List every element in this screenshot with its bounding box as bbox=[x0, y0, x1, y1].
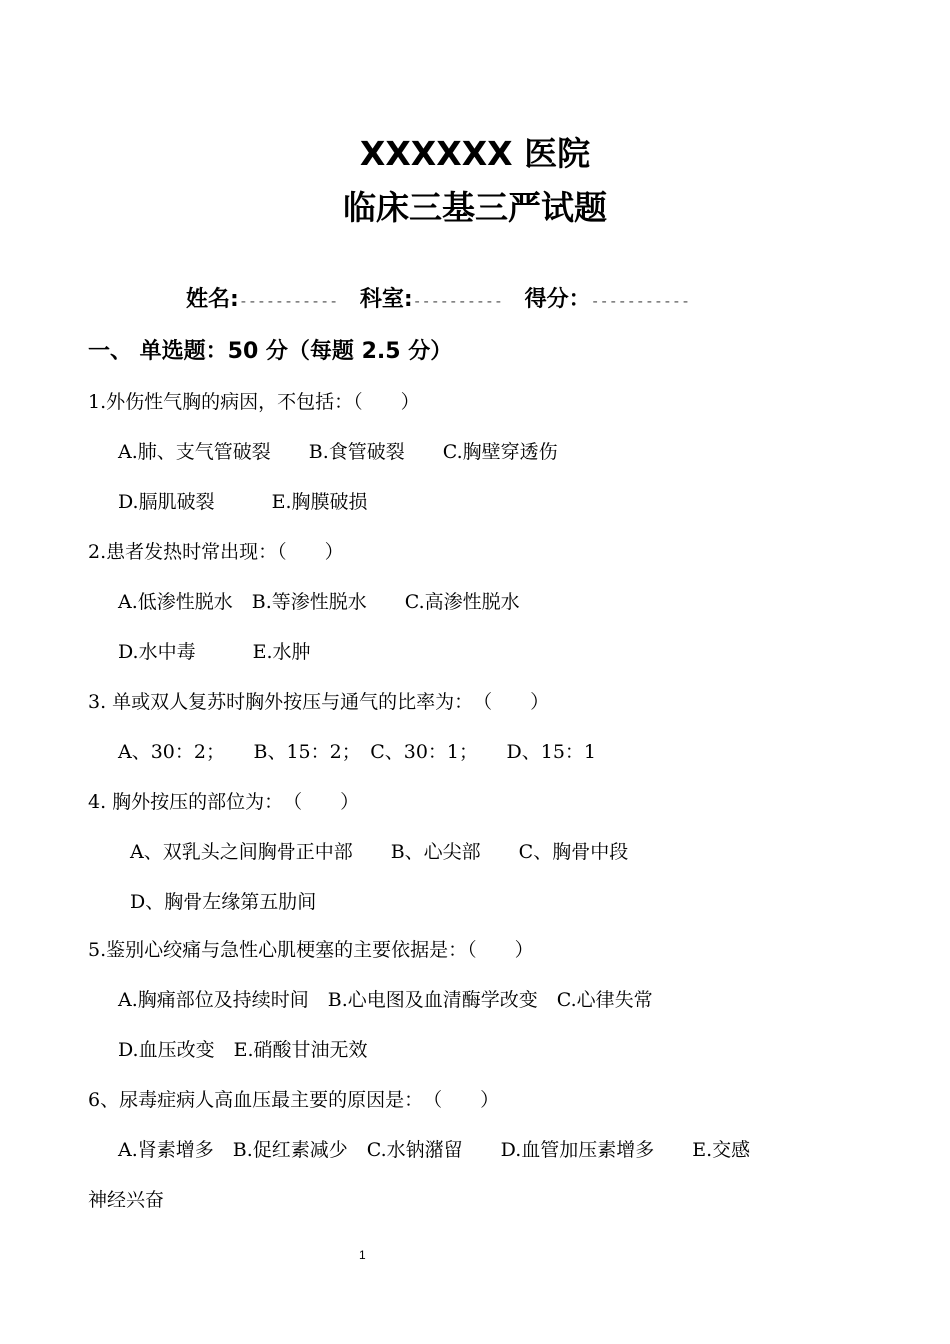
name-label: 姓名: bbox=[186, 287, 239, 312]
exam-title: 临床三基三严试题 bbox=[343, 188, 607, 227]
hospital-title: XXXXXX 医院 bbox=[359, 134, 591, 173]
question-options: D.水中毒 E.水肿 bbox=[118, 641, 311, 663]
question-options: D.血压改变 E.硝酸甘油无效 bbox=[118, 1039, 368, 1061]
dept-blank: ---------- bbox=[412, 292, 503, 310]
page-number: 1 bbox=[359, 1248, 366, 1262]
question-options: 神经兴奋 bbox=[88, 1189, 165, 1211]
question-options: D、胸骨左缘第五肋间 bbox=[130, 891, 317, 913]
question-stem: 1.外伤性气胸的病因，不包括：（ ） bbox=[88, 391, 420, 413]
dept-label: 科室: bbox=[359, 287, 413, 312]
question-stem: 6、尿毒症病人高血压最主要的原因是： （ ） bbox=[88, 1089, 500, 1111]
question-options: A.肺、支气管破裂 B.食管破裂 C.胸壁穿透伤 bbox=[118, 441, 558, 463]
score-blank: ----------- bbox=[590, 292, 690, 310]
question-stem: 5.鉴别心绞痛与急性心肌梗塞的主要依据是：（ ） bbox=[88, 939, 534, 961]
section-heading: 一、 单选题：50 分（每题 2.5 分） bbox=[88, 339, 453, 364]
question-stem: 3. 单或双人复苏时胸外按压与通气的比率为： （ ） bbox=[88, 691, 550, 713]
question-options: A、30：2； B、15：2； C、30：1； D、15：1 bbox=[118, 741, 597, 763]
question-options: D.膈肌破裂 E.胸膜破损 bbox=[118, 491, 368, 513]
question-options: A.低渗性脱水 B.等渗性脱水 C.高渗性脱水 bbox=[118, 591, 520, 613]
candidate-info-row bbox=[186, 282, 690, 313]
name-blank: ----------- bbox=[238, 292, 339, 310]
question-stem: 2.患者发热时常出现：（ ） bbox=[88, 541, 344, 563]
question-stem: 4. 胸外按压的部位为： （ ） bbox=[88, 791, 360, 813]
question-options: A.肾素增多 B.促红素减少 C.水钠潴留 D.血管加压素增多 E.交感 bbox=[118, 1139, 751, 1161]
score-label: 得分： bbox=[524, 287, 591, 312]
question-options: A、双乳头之间胸骨正中部 B、心尖部 C、胸骨中段 bbox=[130, 841, 629, 863]
question-options: A.胸痛部位及持续时间 B.心电图及血清酶学改变 C.心律失常 bbox=[118, 989, 653, 1011]
